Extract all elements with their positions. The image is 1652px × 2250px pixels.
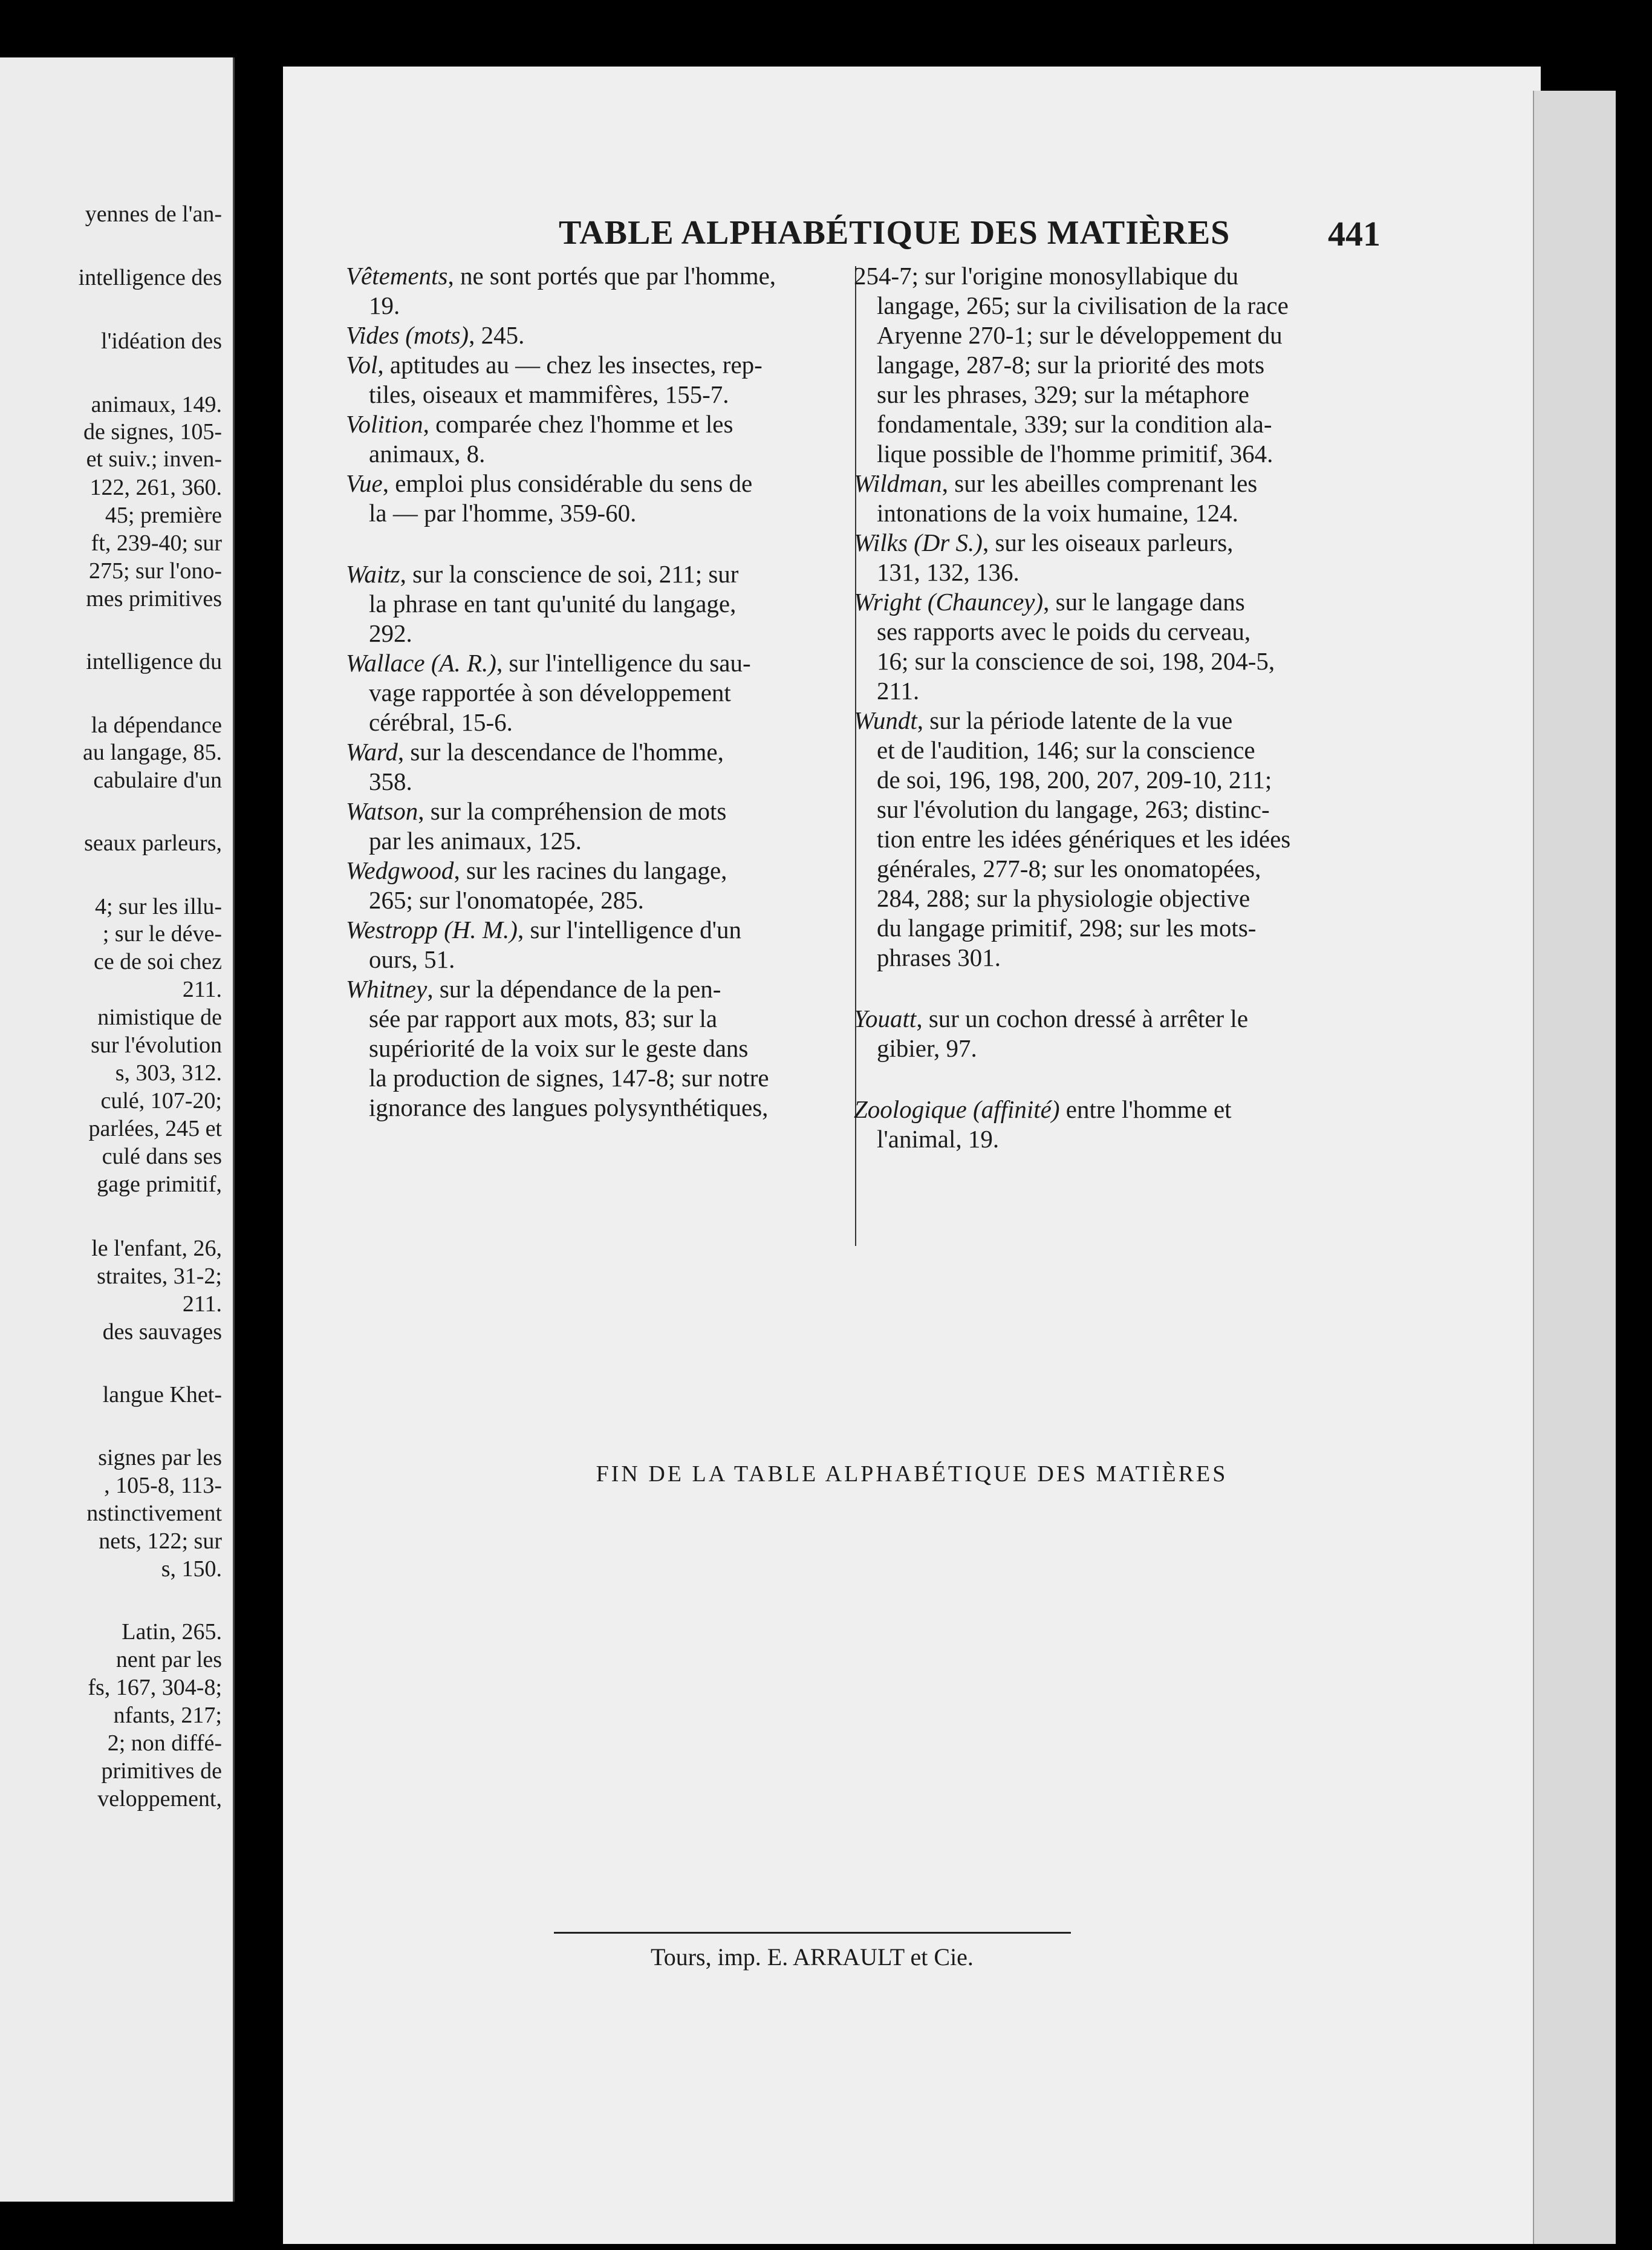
entry-headword: Whitney [346, 975, 428, 1003]
running-title: TABLE ALPHABÉTIQUE DES MATIÈRES [559, 214, 1231, 252]
entry-headword: Ward [346, 738, 398, 766]
entry-text: , sur la compréhension de mots [418, 797, 727, 825]
left-page-line: parlées, 245 et [88, 1116, 222, 1141]
left-page-line: cabulaire d'un [93, 768, 222, 793]
entry-text: gibier, 97. [877, 1034, 977, 1062]
entry-line [346, 1034, 842, 1063]
entry-line [346, 678, 842, 708]
left-page-line: 211. [182, 977, 222, 1002]
entry-text: , sur la descendance de l'homme, [397, 738, 724, 766]
entry-headword: Waitz [346, 560, 400, 588]
entry-line [854, 1095, 1350, 1124]
printer-imprint: Tours, imp. E. ARRAULT et Cie. [651, 1943, 974, 1971]
index-entry [854, 1004, 1350, 1063]
entry-text: 19. [369, 292, 400, 319]
entry-line [854, 439, 1350, 469]
entry-line [854, 498, 1350, 528]
entry-text: entre l'homme et [1059, 1095, 1232, 1123]
entry-text: , sur le langage dans [1043, 588, 1245, 616]
index-entry [346, 915, 842, 974]
entry-line [346, 1063, 842, 1093]
entry-line [346, 439, 842, 469]
left-page-line: , 105-8, 113- [104, 1473, 222, 1498]
entry-line [854, 409, 1350, 439]
entry-line [854, 735, 1350, 765]
entry-line [854, 765, 1350, 795]
entry-line [346, 1093, 842, 1123]
entry-line [346, 974, 842, 1004]
entry-text: vage rapportée à son développement [369, 679, 731, 706]
left-page-line: primitives de [101, 1758, 222, 1784]
entry-headword: Vue [346, 469, 383, 497]
left-page-line: mes primitives [86, 586, 222, 611]
entry-line [854, 1124, 1350, 1154]
entry-text: ses rapports avec le poids du cerveau, [877, 618, 1251, 645]
entry-line [346, 826, 842, 856]
letter-gap [854, 973, 1350, 1004]
entry-text: ours, 51. [369, 945, 455, 973]
left-page-line: ce de soi chez [93, 949, 222, 974]
index-entry [854, 1095, 1350, 1154]
entry-line [854, 884, 1350, 913]
entry-line [346, 350, 842, 380]
entry-line [854, 291, 1350, 321]
left-page-line: straites, 31-2; [97, 1264, 222, 1289]
entry-text: sur l'évolution du langage, 263; distinc- [877, 795, 1270, 823]
entry-text: , sur les abeilles comprenant les [941, 469, 1258, 497]
entry-text: langage, 265; sur la civilisation de la race [877, 292, 1289, 319]
index-entry [346, 737, 842, 797]
entry-line [346, 885, 842, 915]
entry-line [854, 469, 1350, 498]
left-page-line: ft, 239-40; sur [91, 530, 222, 556]
left-page-line: veloppement, [97, 1786, 222, 1811]
entry-line [854, 854, 1350, 884]
left-page-line: yennes de l'an- [85, 201, 222, 227]
entry-line [346, 589, 842, 619]
left-page-line: 275; sur l'ono- [88, 558, 222, 584]
left-page-line: animaux, 149. [91, 392, 222, 417]
entry-headword: Wright (Chauncey) [854, 588, 1044, 616]
entry-text: la production de signes, 147-8; sur notre [369, 1064, 769, 1092]
entry-text: 254-7; sur l'origine monosyllabique du [854, 262, 1238, 290]
left-page-line: s, 303, 312. [115, 1060, 222, 1086]
entry-line [854, 617, 1350, 647]
entry-headword: Wildman [854, 469, 942, 497]
entry-text: lique possible de l'homme primitif, 364. [877, 440, 1273, 468]
previous-page-fragment [0, 57, 235, 2202]
entry-text: 211. [877, 677, 920, 705]
entry-text: 292. [369, 619, 412, 647]
entry-text: cérébral, 15-6. [369, 708, 513, 736]
left-page-line: culé dans ses [102, 1144, 222, 1169]
index-page [283, 67, 1541, 2244]
entry-line [346, 915, 842, 945]
entry-text: 284, 288; sur la physiologie objective [877, 884, 1250, 912]
left-page-line: 2; non diffé- [107, 1730, 222, 1756]
entry-text: , sur un cochon dressé à arrêter le [916, 1005, 1249, 1032]
letter-gap [346, 528, 842, 559]
entry-text: , sur la conscience de soi, 211; sur [400, 560, 739, 588]
index-column-right [854, 261, 1350, 1154]
left-page-line: intelligence du [86, 649, 222, 674]
entry-text: , 245. [469, 321, 525, 349]
left-page-line: signes par les [98, 1445, 222, 1470]
index-entry [854, 261, 1350, 469]
left-page-line: langue Khet- [102, 1382, 222, 1407]
entry-line [854, 380, 1350, 409]
index-entry [346, 350, 842, 409]
entry-line [346, 559, 842, 589]
entry-text: , aptitudes au — chez les insectes, rep- [377, 351, 763, 379]
entry-text: , comparée chez l'homme et les [423, 410, 733, 438]
entry-line [854, 1034, 1350, 1063]
entry-line [854, 528, 1350, 558]
entry-text: par les animaux, 125. [369, 827, 582, 855]
left-page-line: 122, 261, 360. [89, 475, 222, 500]
entry-text: , sur les racines du langage, [454, 856, 727, 884]
entry-headword: Zoologique (affinité) [854, 1095, 1060, 1123]
entry-headword: Westropp (H. M.) [346, 916, 518, 944]
index-entry [854, 469, 1350, 528]
entry-headword: Vêtements [346, 262, 448, 290]
entry-line [346, 380, 842, 409]
entry-text: , sur la dépendance de la pen- [427, 975, 721, 1003]
entry-text: , sur l'intelligence d'un [517, 916, 741, 944]
left-page-line: nfants, 217; [113, 1703, 222, 1728]
index-entry [346, 261, 842, 321]
entry-headword: Wilks (Dr S.) [854, 529, 983, 556]
entry-line [346, 708, 842, 737]
letter-gap [854, 1063, 1350, 1095]
entry-text: , sur l'intelligence du sau- [496, 649, 751, 677]
entry-text: générales, 277-8; sur les onomatopées, [877, 855, 1261, 882]
entry-text: animaux, 8. [369, 440, 486, 468]
entry-headword: Vides (mots) [346, 321, 469, 349]
entry-text: , sur les oiseaux parleurs, [982, 529, 1234, 556]
left-page-line: des sauvages [102, 1319, 222, 1345]
left-page-line: 45; première [105, 503, 222, 528]
index-entry [346, 559, 842, 648]
entry-line [854, 795, 1350, 824]
left-page-line: au langage, 85. [82, 740, 222, 765]
entry-text: , sur la période latente de la vue [917, 706, 1233, 734]
entry-line [346, 321, 842, 350]
left-page-line: de signes, 105- [83, 419, 222, 445]
left-page-line: la dépendance [91, 712, 222, 738]
entry-text: supériorité de la voix sur le geste dans [369, 1034, 749, 1062]
index-entry [346, 469, 842, 528]
entry-text: du langage primitif, 298; sur les mots- [877, 914, 1257, 942]
entry-headword: Wallace (A. R.) [346, 649, 496, 677]
entry-line [346, 737, 842, 767]
entry-line [346, 619, 842, 648]
entry-line [854, 321, 1350, 350]
left-page-line: et suiv.; inven- [86, 446, 222, 472]
left-page-line: 4; sur les illu- [94, 894, 222, 919]
entry-line [854, 350, 1350, 380]
entry-text: sur les phrases, 329; sur la métaphore [877, 380, 1249, 408]
entry-line [346, 856, 842, 885]
entry-text: langage, 287-8; sur la priorité des mots [877, 351, 1265, 379]
entry-text: , ne sont portés que par l'homme, [447, 262, 776, 290]
entry-line [854, 913, 1350, 943]
entry-line [346, 469, 842, 498]
entry-headword: Vol [346, 351, 378, 379]
entry-text: sée par rapport aux mots, 83; sur la [369, 1005, 718, 1032]
entry-line [346, 945, 842, 974]
entry-line [346, 767, 842, 797]
entry-text: la phrase en tant qu'unité du langage, [369, 590, 737, 618]
entry-text: 131, 132, 136. [877, 558, 1019, 586]
page-edge [1533, 91, 1616, 2244]
left-page-line: Latin, 265. [122, 1619, 222, 1645]
entry-line [854, 706, 1350, 735]
entry-line [854, 1004, 1350, 1034]
left-page-line: nets, 122; sur [99, 1528, 222, 1554]
entry-text: l'animal, 19. [877, 1125, 1000, 1153]
entry-headword: Watson [346, 797, 418, 825]
left-page-line: culé, 107-20; [100, 1088, 222, 1114]
index-entry [854, 587, 1350, 706]
entry-headword: Wundt [854, 706, 917, 734]
entry-text: 265; sur l'onomatopée, 285. [369, 886, 644, 914]
index-entry [346, 797, 842, 856]
entry-headword: Volition [346, 410, 423, 438]
entry-text: la — par l'homme, 359-60. [369, 499, 637, 527]
entry-text: phrases 301. [877, 944, 1001, 971]
entry-text: Aryenne 270-1; sur le développement du [877, 321, 1283, 349]
entry-line [346, 291, 842, 321]
page-header [283, 214, 1541, 256]
closing-statement: FIN DE LA TABLE ALPHABÉTIQUE DES MATIÈRES [596, 1461, 1228, 1487]
index-entry [346, 648, 842, 737]
entry-line [346, 1004, 842, 1034]
entry-headword: Wedgwood [346, 856, 454, 884]
index-entry [346, 321, 842, 350]
left-page-line: nimistique de [97, 1005, 222, 1030]
entry-line [346, 498, 842, 528]
page-number: 441 [1328, 214, 1380, 253]
left-page-line: le l'enfant, 26, [91, 1236, 222, 1261]
entry-line [346, 409, 842, 439]
entry-line [854, 824, 1350, 854]
index-entry [346, 409, 842, 469]
left-page-line: ; sur le déve- [102, 921, 222, 947]
left-page-line: 211. [182, 1291, 222, 1317]
entry-line [346, 648, 842, 678]
entry-text: ignorance des langues polysynthétiques, [369, 1094, 769, 1121]
entry-text: et de l'audition, 146; sur la conscience [877, 736, 1255, 764]
left-page-line: fs, 167, 304-8; [88, 1675, 222, 1700]
index-entry [346, 856, 842, 915]
entry-text: 16; sur la conscience de soi, 198, 204-5, [877, 647, 1275, 675]
entry-text: 358. [369, 768, 412, 795]
entry-headword: Youatt [854, 1005, 917, 1032]
entry-text: intonations de la voix humaine, 124. [877, 499, 1238, 527]
entry-line [854, 587, 1350, 617]
entry-line [854, 558, 1350, 587]
entry-text: tiles, oiseaux et mammifères, 155-7. [369, 380, 729, 408]
left-page-line: seaux parleurs, [84, 830, 222, 856]
entry-text: fondamentale, 339; sur la condition ala- [877, 410, 1272, 438]
left-page-line: l'idéation des [101, 328, 222, 354]
left-page-line: gage primitif, [97, 1172, 222, 1197]
left-page-line: intelligence des [78, 265, 222, 290]
entry-text: , emploi plus considérable du sens de [382, 469, 753, 497]
entry-line [854, 647, 1350, 676]
left-page-line: nstinctivement [86, 1501, 222, 1526]
index-entry [346, 974, 842, 1123]
index-entry [854, 706, 1350, 973]
entry-line [854, 676, 1350, 706]
entry-text: tion entre les idées génériques et les idées [877, 825, 1291, 853]
entry-line [346, 797, 842, 826]
index-column-left [346, 261, 842, 1123]
entry-line [854, 261, 1350, 291]
footer-rule [554, 1932, 1071, 1934]
left-page-line: nent par les [115, 1647, 222, 1672]
left-page-line: sur l'évolution [91, 1032, 222, 1058]
entry-line [346, 261, 842, 291]
left-page-line: s, 150. [161, 1556, 222, 1582]
entry-line [854, 943, 1350, 973]
entry-text: de soi, 196, 198, 200, 207, 209-10, 211; [877, 766, 1272, 794]
index-entry [854, 528, 1350, 587]
